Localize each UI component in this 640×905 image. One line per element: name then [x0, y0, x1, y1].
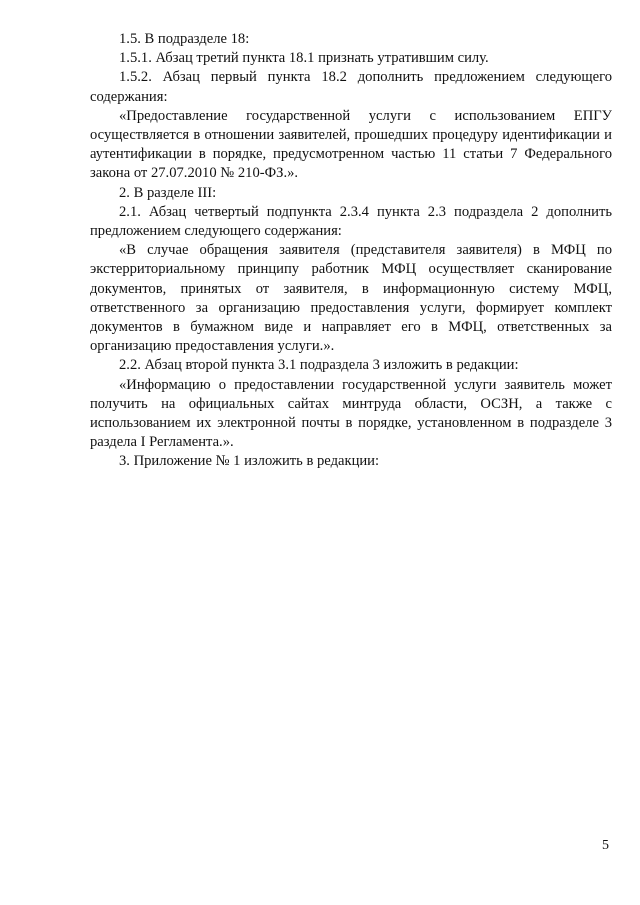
paragraph-1-5: 1.5. В подразделе 18: [119, 31, 250, 47]
quote-epgu: «Предоставление государственной услуги с использованием ЕПГУ осуществляется в отношении заявителей, прошедших процедуру идентификации и аутентификации в порядке, предусмотренном частью 11 статьи 7 Федерального закона от 27.07.2010 № 210-ФЗ.». [90, 107, 612, 182]
paragraph-1-5-2: 1.5.2. Абзац первый пункта 18.2 дополнить предложением следующего содержания: [90, 69, 612, 105]
document-body [90, 30, 612, 472]
paragraph-2-1: 2.1. Абзац четвертый подпункта 2.3.4 пункта 2.3 подраздела 2 дополнить предложением следующего содержания: [90, 203, 612, 240]
page-number: 5 [602, 838, 609, 853]
paragraph-1-5-1: 1.5.1. Абзац третий пункта 18.1 признать утратившим силу. [119, 50, 489, 67]
quote-mfc: «В случае обращения заявителя (представителя заявителя) в МФЦ по экстерриториальному принципу работник МФЦ осуществляет сканирование документов, принятых от заявителя, в информационную систему МФЦ, ответственного за организацию предоставления услуги, формирует комплект документов в бумажном виде и направляет его в МФЦ, ответственных за организацию предоставления услуги.». [90, 242, 612, 355]
paragraph-2-2: 2.2. Абзац второй пункта 3.1 подраздела 3 изложить в редакции: [119, 357, 519, 374]
quote-information: «Информацию о предоставлении государственной услуги заявитель может получить на официальных сайтах минтруда области, ОСЗН, а также с использованием их электронной почты в порядке, установленном в подразделе 3 раздела I Регламента.». [90, 376, 612, 451]
paragraph-2: 2. В разделе III: [119, 184, 217, 201]
paragraph-3: 3. Приложение № 1 изложить в редакции: [119, 453, 380, 470]
